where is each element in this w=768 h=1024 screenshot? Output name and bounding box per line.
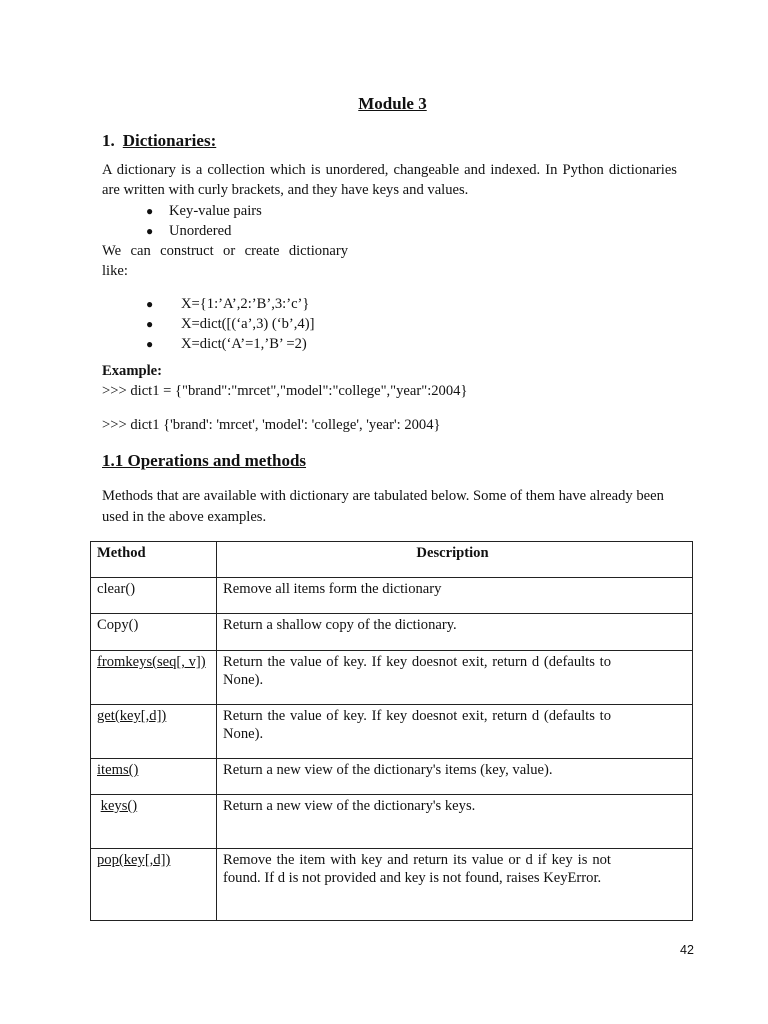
list-item — [146, 221, 262, 241]
list-item-text: X={1:’A’,2:’B’,3:’c’} — [181, 296, 310, 312]
construct-paragraph: We can construct or create dictionary like: — [102, 243, 348, 279]
list-item — [146, 294, 314, 314]
table-row — [91, 795, 693, 849]
method-description: Remove all items form the dictionary — [223, 581, 442, 597]
description-cell — [217, 614, 693, 651]
method-name: get(key[,d]) — [97, 708, 167, 724]
bullet-icon: ● — [146, 204, 154, 218]
construct-examples-list — [146, 294, 314, 354]
description-cell — [217, 578, 693, 614]
example-label: Example: — [102, 363, 162, 379]
section-number: 1. — [102, 131, 115, 150]
table-row — [91, 705, 693, 759]
table-row — [91, 849, 693, 921]
description-cell — [217, 705, 693, 759]
bullet-icon: ● — [146, 317, 154, 331]
method-cell — [91, 759, 217, 795]
code-line: >>> dict1 {'brand': 'mrcet', 'model': 'college', 'year': 2004} — [102, 417, 441, 433]
method-cell — [91, 795, 217, 849]
column-header-description: Description — [217, 542, 693, 578]
list-item-text: X=dict(‘A’=1,’B’ =2) — [181, 336, 307, 352]
list-item — [146, 201, 262, 221]
method-description: Return a shallow copy of the dictionary. — [223, 617, 457, 633]
module-title: Module 3 — [358, 94, 427, 113]
description-cell — [217, 759, 693, 795]
list-item — [146, 314, 314, 334]
table-row — [91, 651, 693, 705]
method-description: Return the value of key. If key doesnot exit, return d (defaults to None). — [223, 654, 611, 688]
intro-paragraph: A dictionary is a collection which is unordered, changeable and indexed. In Python dictionaries are written with curly brackets, and they have keys and values. — [102, 162, 677, 198]
methods-table — [90, 541, 693, 921]
code-line: >>> dict1 = {"brand":"mrcet","model":"college","year":2004} — [102, 383, 468, 399]
description-cell — [217, 849, 693, 921]
section-title: Dictionaries: — [122, 131, 217, 150]
table-row — [91, 759, 693, 795]
table-header-row — [91, 542, 693, 578]
method-cell — [91, 651, 217, 705]
methods-intro-paragraph: Methods that are available with dictionary are tabulated below. Some of them have already been used in the above examples. — [102, 488, 664, 525]
method-description: Remove the item with key and return its value or d if key is not found. If d is not provided and key is not found, raises KeyError. — [223, 852, 611, 886]
table-row — [91, 578, 693, 614]
list-item — [146, 334, 314, 354]
bullet-icon: ● — [146, 337, 154, 351]
section-heading-dictionaries — [102, 131, 216, 151]
properties-list — [146, 201, 262, 241]
method-description: Return a new view of the dictionary's items (key, value). — [223, 762, 553, 778]
description-cell — [217, 795, 693, 849]
method-name: clear() — [97, 581, 136, 597]
method-description: Return a new view of the dictionary's keys. — [223, 798, 476, 814]
page-number: 42 — [680, 943, 694, 957]
list-item-text: X=dict([(‘a’,3) (‘b’,4)] — [181, 316, 315, 332]
bullet-icon: ● — [146, 224, 154, 238]
method-cell — [91, 614, 217, 651]
column-header-method: Method — [91, 542, 217, 578]
method-cell — [91, 849, 217, 921]
method-name: keys() — [100, 798, 138, 814]
method-name: pop(key[,d]) — [97, 852, 171, 868]
method-cell — [91, 578, 217, 614]
method-description: Return the value of key. If key doesnot exit, return d (defaults to None). — [223, 708, 611, 742]
table-row — [91, 614, 693, 651]
list-item-text: Unordered — [169, 223, 232, 239]
list-item-text: Key-value pairs — [169, 203, 262, 219]
method-name: items() — [97, 762, 139, 778]
method-name: Copy() — [97, 617, 139, 633]
method-name: fromkeys(seq[, v]) — [97, 654, 206, 670]
method-cell — [91, 705, 217, 759]
subsection-heading: 1.1 Operations and methods — [102, 451, 307, 470]
description-cell — [217, 651, 693, 705]
bullet-icon: ● — [146, 297, 154, 311]
